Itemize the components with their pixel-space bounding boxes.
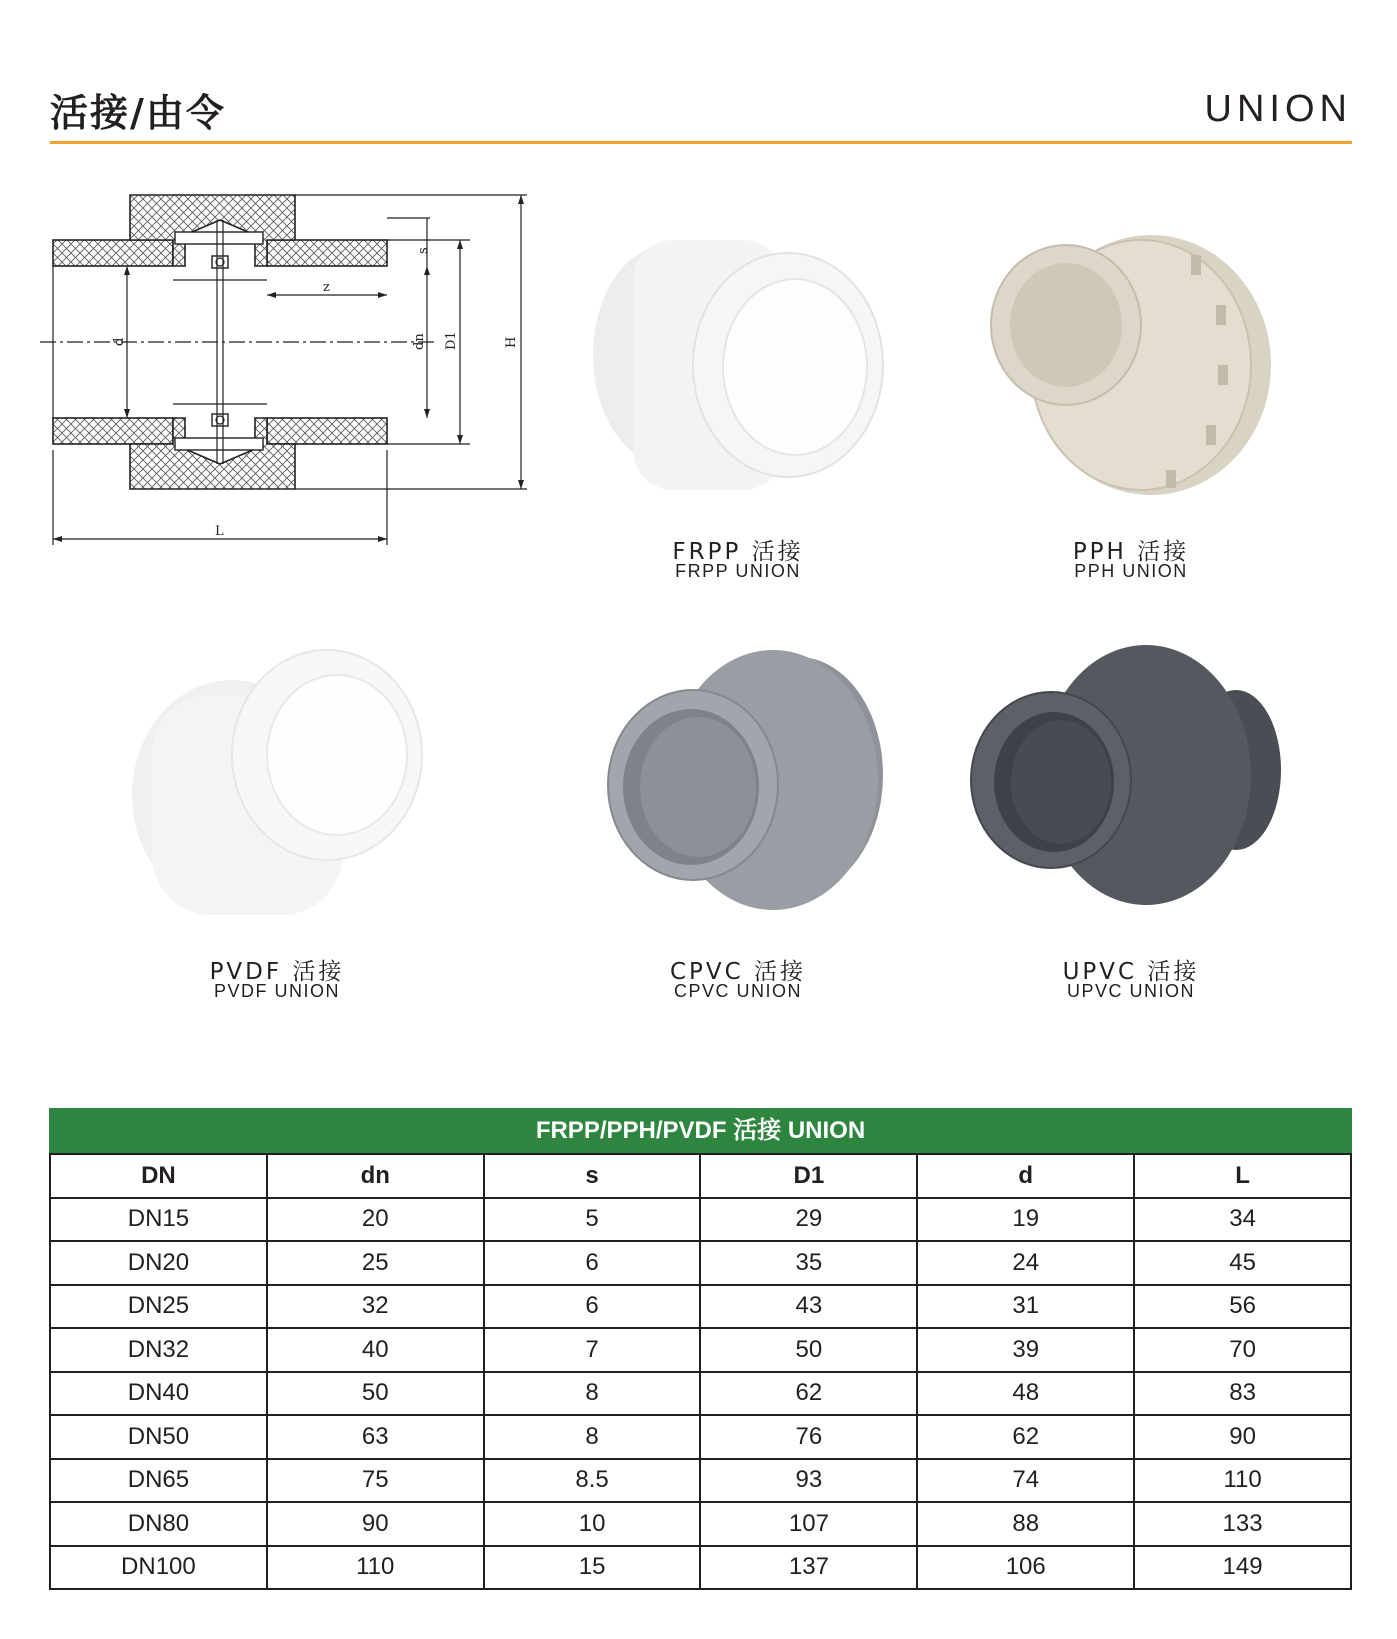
dim-label-D1: D1 bbox=[444, 331, 459, 350]
table-cell: 62 bbox=[700, 1372, 917, 1416]
page-title-en: UNION bbox=[1204, 88, 1352, 130]
table-cell: DN65 bbox=[50, 1459, 267, 1503]
table-cell: DN15 bbox=[50, 1198, 267, 1242]
table-cell: 50 bbox=[267, 1372, 484, 1416]
dim-label-L: L bbox=[215, 524, 224, 539]
table-cell: 25 bbox=[267, 1241, 484, 1285]
product-name-cn: UPVC 活接 bbox=[1062, 959, 1200, 985]
table-cell: DN80 bbox=[50, 1502, 267, 1546]
frpp-union-image bbox=[573, 215, 903, 515]
column-header-dn-nominal: DN bbox=[50, 1154, 267, 1198]
spec-table-grid bbox=[49, 1153, 1352, 1590]
table-cell: 149 bbox=[1134, 1546, 1351, 1590]
union-cross-section-diagram bbox=[35, 190, 575, 580]
table-cell: DN32 bbox=[50, 1328, 267, 1372]
upvc-union-image bbox=[966, 635, 1296, 935]
product-name-en: PPH UNION bbox=[1074, 561, 1188, 581]
table-cell: 110 bbox=[1134, 1459, 1351, 1503]
column-header-dn: dn bbox=[267, 1154, 484, 1198]
table-cell: 56 bbox=[1134, 1285, 1351, 1329]
pvdf-union-image bbox=[112, 635, 442, 935]
table-cell: 133 bbox=[1134, 1502, 1351, 1546]
table-row bbox=[50, 1415, 1351, 1459]
table-row bbox=[50, 1328, 1351, 1372]
product-pvdf bbox=[112, 635, 442, 1035]
table-cell: 20 bbox=[267, 1198, 484, 1242]
table-cell: 6 bbox=[484, 1285, 701, 1329]
table-cell: 45 bbox=[1134, 1241, 1351, 1285]
table-cell: 19 bbox=[917, 1198, 1134, 1242]
product-name-cn: FRPP 活接 bbox=[672, 539, 804, 565]
table-cell: 83 bbox=[1134, 1372, 1351, 1416]
table-header-row bbox=[50, 1154, 1351, 1198]
table-cell: 39 bbox=[917, 1328, 1134, 1372]
product-name-en: UPVC UNION bbox=[1066, 981, 1195, 1001]
table-cell: 93 bbox=[700, 1459, 917, 1503]
column-header-s: s bbox=[484, 1154, 701, 1198]
dim-label-dn: dn bbox=[412, 333, 427, 350]
table-cell: 74 bbox=[917, 1459, 1134, 1503]
table-cell: 106 bbox=[917, 1546, 1134, 1590]
dim-label-z: z bbox=[323, 280, 330, 295]
table-cell: DN40 bbox=[50, 1372, 267, 1416]
product-name-cn: PPH 活接 bbox=[1072, 539, 1190, 565]
table-cell: 90 bbox=[267, 1502, 484, 1546]
pph-union-image bbox=[966, 215, 1296, 515]
table-row bbox=[50, 1459, 1351, 1503]
table-cell: 62 bbox=[917, 1415, 1134, 1459]
table-cell: DN50 bbox=[50, 1415, 267, 1459]
table-cell: 75 bbox=[267, 1459, 484, 1503]
table-cell: 76 bbox=[700, 1415, 917, 1459]
product-name-cn: PVDF 活接 bbox=[209, 959, 345, 985]
table-cell: 8 bbox=[484, 1372, 701, 1416]
table-cell: 15 bbox=[484, 1546, 701, 1590]
page-title: 活接/由令 bbox=[50, 91, 226, 135]
table-cell: 8 bbox=[484, 1415, 701, 1459]
table-cell: 48 bbox=[917, 1372, 1134, 1416]
table-cell: 110 bbox=[267, 1546, 484, 1590]
table-row bbox=[50, 1285, 1351, 1329]
table-cell: 8.5 bbox=[484, 1459, 701, 1503]
table-cell: 31 bbox=[917, 1285, 1134, 1329]
table-cell: 5 bbox=[484, 1198, 701, 1242]
table-cell: DN25 bbox=[50, 1285, 267, 1329]
table-cell: 90 bbox=[1134, 1415, 1351, 1459]
product-cpvc bbox=[573, 635, 903, 1035]
table-cell: 137 bbox=[700, 1546, 917, 1590]
dim-label-d: d bbox=[112, 337, 127, 346]
table-cell: 50 bbox=[700, 1328, 917, 1372]
dim-label-H: H bbox=[504, 336, 519, 348]
table-row bbox=[50, 1241, 1351, 1285]
table-cell: 107 bbox=[700, 1502, 917, 1546]
dim-label-s: s bbox=[416, 247, 431, 254]
table-cell: 40 bbox=[267, 1328, 484, 1372]
cpvc-union-image bbox=[573, 635, 903, 935]
table-cell: 6 bbox=[484, 1241, 701, 1285]
table-cell: 63 bbox=[267, 1415, 484, 1459]
table-cell: 7 bbox=[484, 1328, 701, 1372]
table-cell: 88 bbox=[917, 1502, 1134, 1546]
table-row bbox=[50, 1372, 1351, 1416]
table-cell: DN100 bbox=[50, 1546, 267, 1590]
table-cell: 43 bbox=[700, 1285, 917, 1329]
table-cell: 34 bbox=[1134, 1198, 1351, 1242]
product-name-en: CPVC UNION bbox=[673, 981, 802, 1001]
table-cell: 29 bbox=[700, 1198, 917, 1242]
product-name-en: PVDF UNION bbox=[213, 981, 340, 1001]
product-name-cn: CPVC 活接 bbox=[669, 959, 807, 985]
product-name-en: FRPP UNION bbox=[675, 561, 801, 581]
column-header-l: L bbox=[1134, 1154, 1351, 1198]
header-divider bbox=[50, 141, 1352, 144]
spec-table-title: FRPP/PPH/PVDF 活接 UNION bbox=[49, 1108, 1352, 1153]
table-cell: 70 bbox=[1134, 1328, 1351, 1372]
product-pph bbox=[966, 215, 1296, 615]
table-row bbox=[50, 1198, 1351, 1242]
product-frpp bbox=[573, 215, 903, 615]
table-cell: 10 bbox=[484, 1502, 701, 1546]
spec-table bbox=[49, 1108, 1352, 1590]
table-cell: 32 bbox=[267, 1285, 484, 1329]
column-header-d1: D1 bbox=[700, 1154, 917, 1198]
product-upvc bbox=[966, 635, 1296, 1035]
column-header-d: d bbox=[917, 1154, 1134, 1198]
table-cell: DN20 bbox=[50, 1241, 267, 1285]
table-row bbox=[50, 1502, 1351, 1546]
table-cell: 24 bbox=[917, 1241, 1134, 1285]
table-cell: 35 bbox=[700, 1241, 917, 1285]
table-row bbox=[50, 1546, 1351, 1590]
